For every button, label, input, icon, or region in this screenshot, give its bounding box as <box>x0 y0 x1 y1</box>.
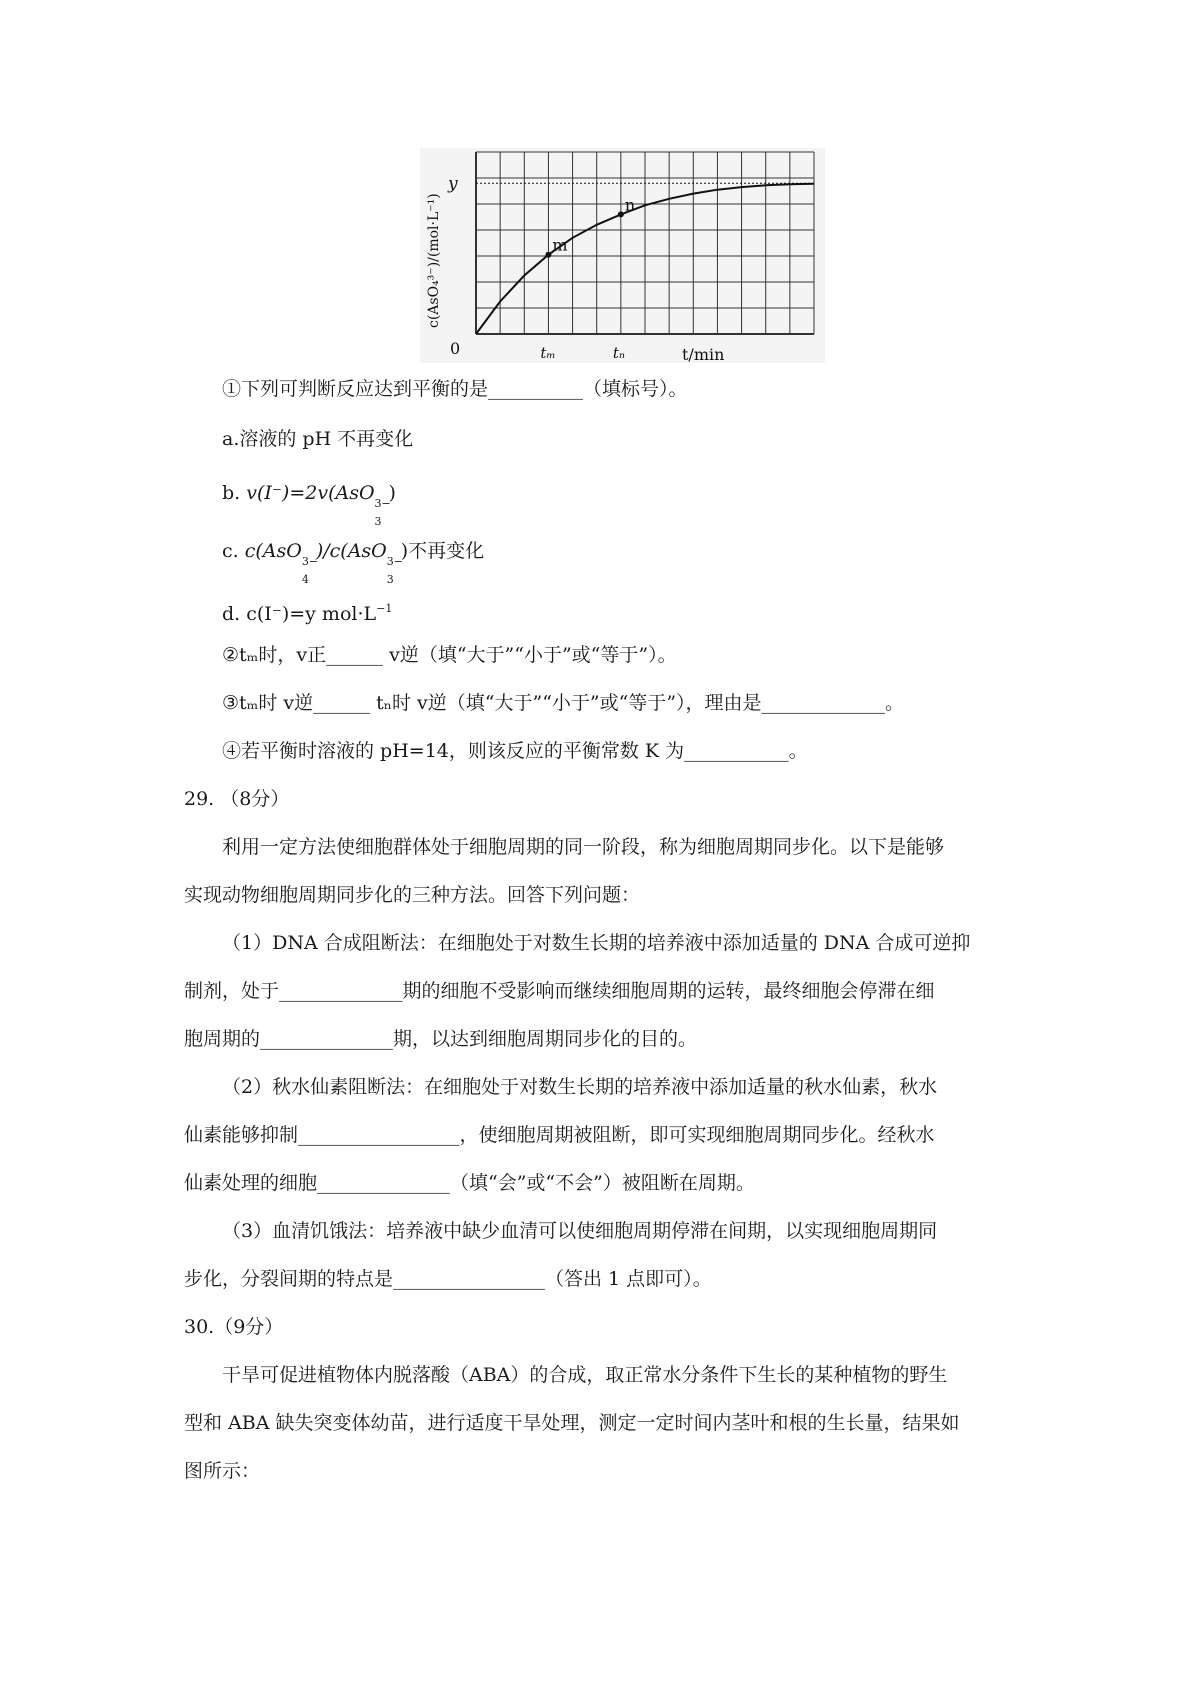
q30-header: 30.（9分） <box>184 1316 284 1338</box>
q29-intro-line-2: 实现动物细胞周期同步化的三种方法。回答下列问题： <box>184 884 641 906</box>
q28-option-d: d. c(I⁻)=y $mol\cdot L^{-1}$ <box>222 602 393 625</box>
q28-item-2: ②tₘ时，v正______ v逆（填“大于”“小于”或“等于”）。 <box>222 644 677 666</box>
q29-part3-line-1: （3）血清饥饿法：培养液中缺少血清可以使细胞周期停滞在间期，以实现细胞周期同 <box>222 1220 938 1242</box>
q28-option-b: b. v(I⁻)=2v(AsO 3− 3 ) <box>222 482 396 528</box>
y-axis-label: c(AsO₄³⁻)/(mol·L⁻¹) <box>426 193 442 328</box>
option-b-text: v(I⁻)=2v(AsO <box>246 482 375 504</box>
q29-intro-line-1: 利用一定方法使细胞群体处于细胞周期的同一阶段，称为细胞周期同步化。以下是能够 <box>222 836 945 858</box>
concentration-time-chart <box>420 148 825 363</box>
q28-item-3: ③tₘ时 v逆______ tₙ时 v逆（填“大于”“小于”或“等于”），理由是_____________。 <box>222 692 905 714</box>
q29-part3-line-2: 步化，分裂间期的特点是________________（答出 1 点即可）。 <box>184 1268 712 1290</box>
q30-line-3: 图所示： <box>184 1460 261 1482</box>
q29-part1-line-3: 胞周期的______________期，以达到细胞周期同步化的目的。 <box>184 1028 698 1050</box>
x-tick-label: tₙ <box>612 344 625 362</box>
q29-part1-line-1: （1）DNA 合成阻断法：在细胞处于对数生长期的培养液中添加适量的 DNA 合成可逆抑 <box>222 932 971 954</box>
point-label-m: m <box>552 235 568 255</box>
q28-item-4: ④若平衡时溶液的 pH=14，则该反应的平衡常数 K 为___________。 <box>222 740 808 762</box>
q29-part2-line-2: 仙素能够抑制_________________，使细胞周期被阻断，即可实现细胞周期同步化。经秋水 <box>184 1124 935 1146</box>
data-point-m <box>545 252 551 258</box>
q28-item-1: ①下列可判断反应达到平衡的是__________（填标号）。 <box>222 378 688 400</box>
q30-line-1: 干旱可促进植物体内脱落酸（ABA）的合成，取正常水分条件下生长的某种植物的野生 <box>222 1364 948 1386</box>
y-marker-label: y <box>448 174 458 195</box>
q29-part2-line-3: 仙素处理的细胞______________（填“会”或“不会”）被阻断在周期。 <box>184 1172 755 1194</box>
origin-label: 0 <box>450 339 461 358</box>
data-point-n <box>618 211 624 217</box>
chart-svg <box>420 148 825 363</box>
q28-option-c: c. c(AsO 3− 4 )/c(AsO 3− 3 )不再变化 <box>222 540 485 586</box>
q29-header: 29. （8分） <box>184 788 290 810</box>
x-axis-label: t/min <box>682 345 725 363</box>
q29-part2-line-1: （2）秋水仙素阻断法：在细胞处于对数生长期的培养液中添加适量的秋水仙素，秋水 <box>222 1076 938 1098</box>
option-b-prefix: b. <box>222 482 247 504</box>
q30-line-2: 型和 ABA 缺失突变体幼苗，进行适度干旱处理，测定一定时间内茎叶和根的生长量，结果如 <box>184 1412 960 1434</box>
q29-part1-line-2: 制剂，处于_____________期的细胞不受影响而继续细胞周期的运转，最终细胞会停滞在细 <box>184 980 935 1002</box>
q28-option-a: a.溶液的 pH 不再变化 <box>222 428 414 450</box>
point-label-n: n <box>624 195 636 215</box>
x-tick-label: tₘ <box>540 344 556 362</box>
